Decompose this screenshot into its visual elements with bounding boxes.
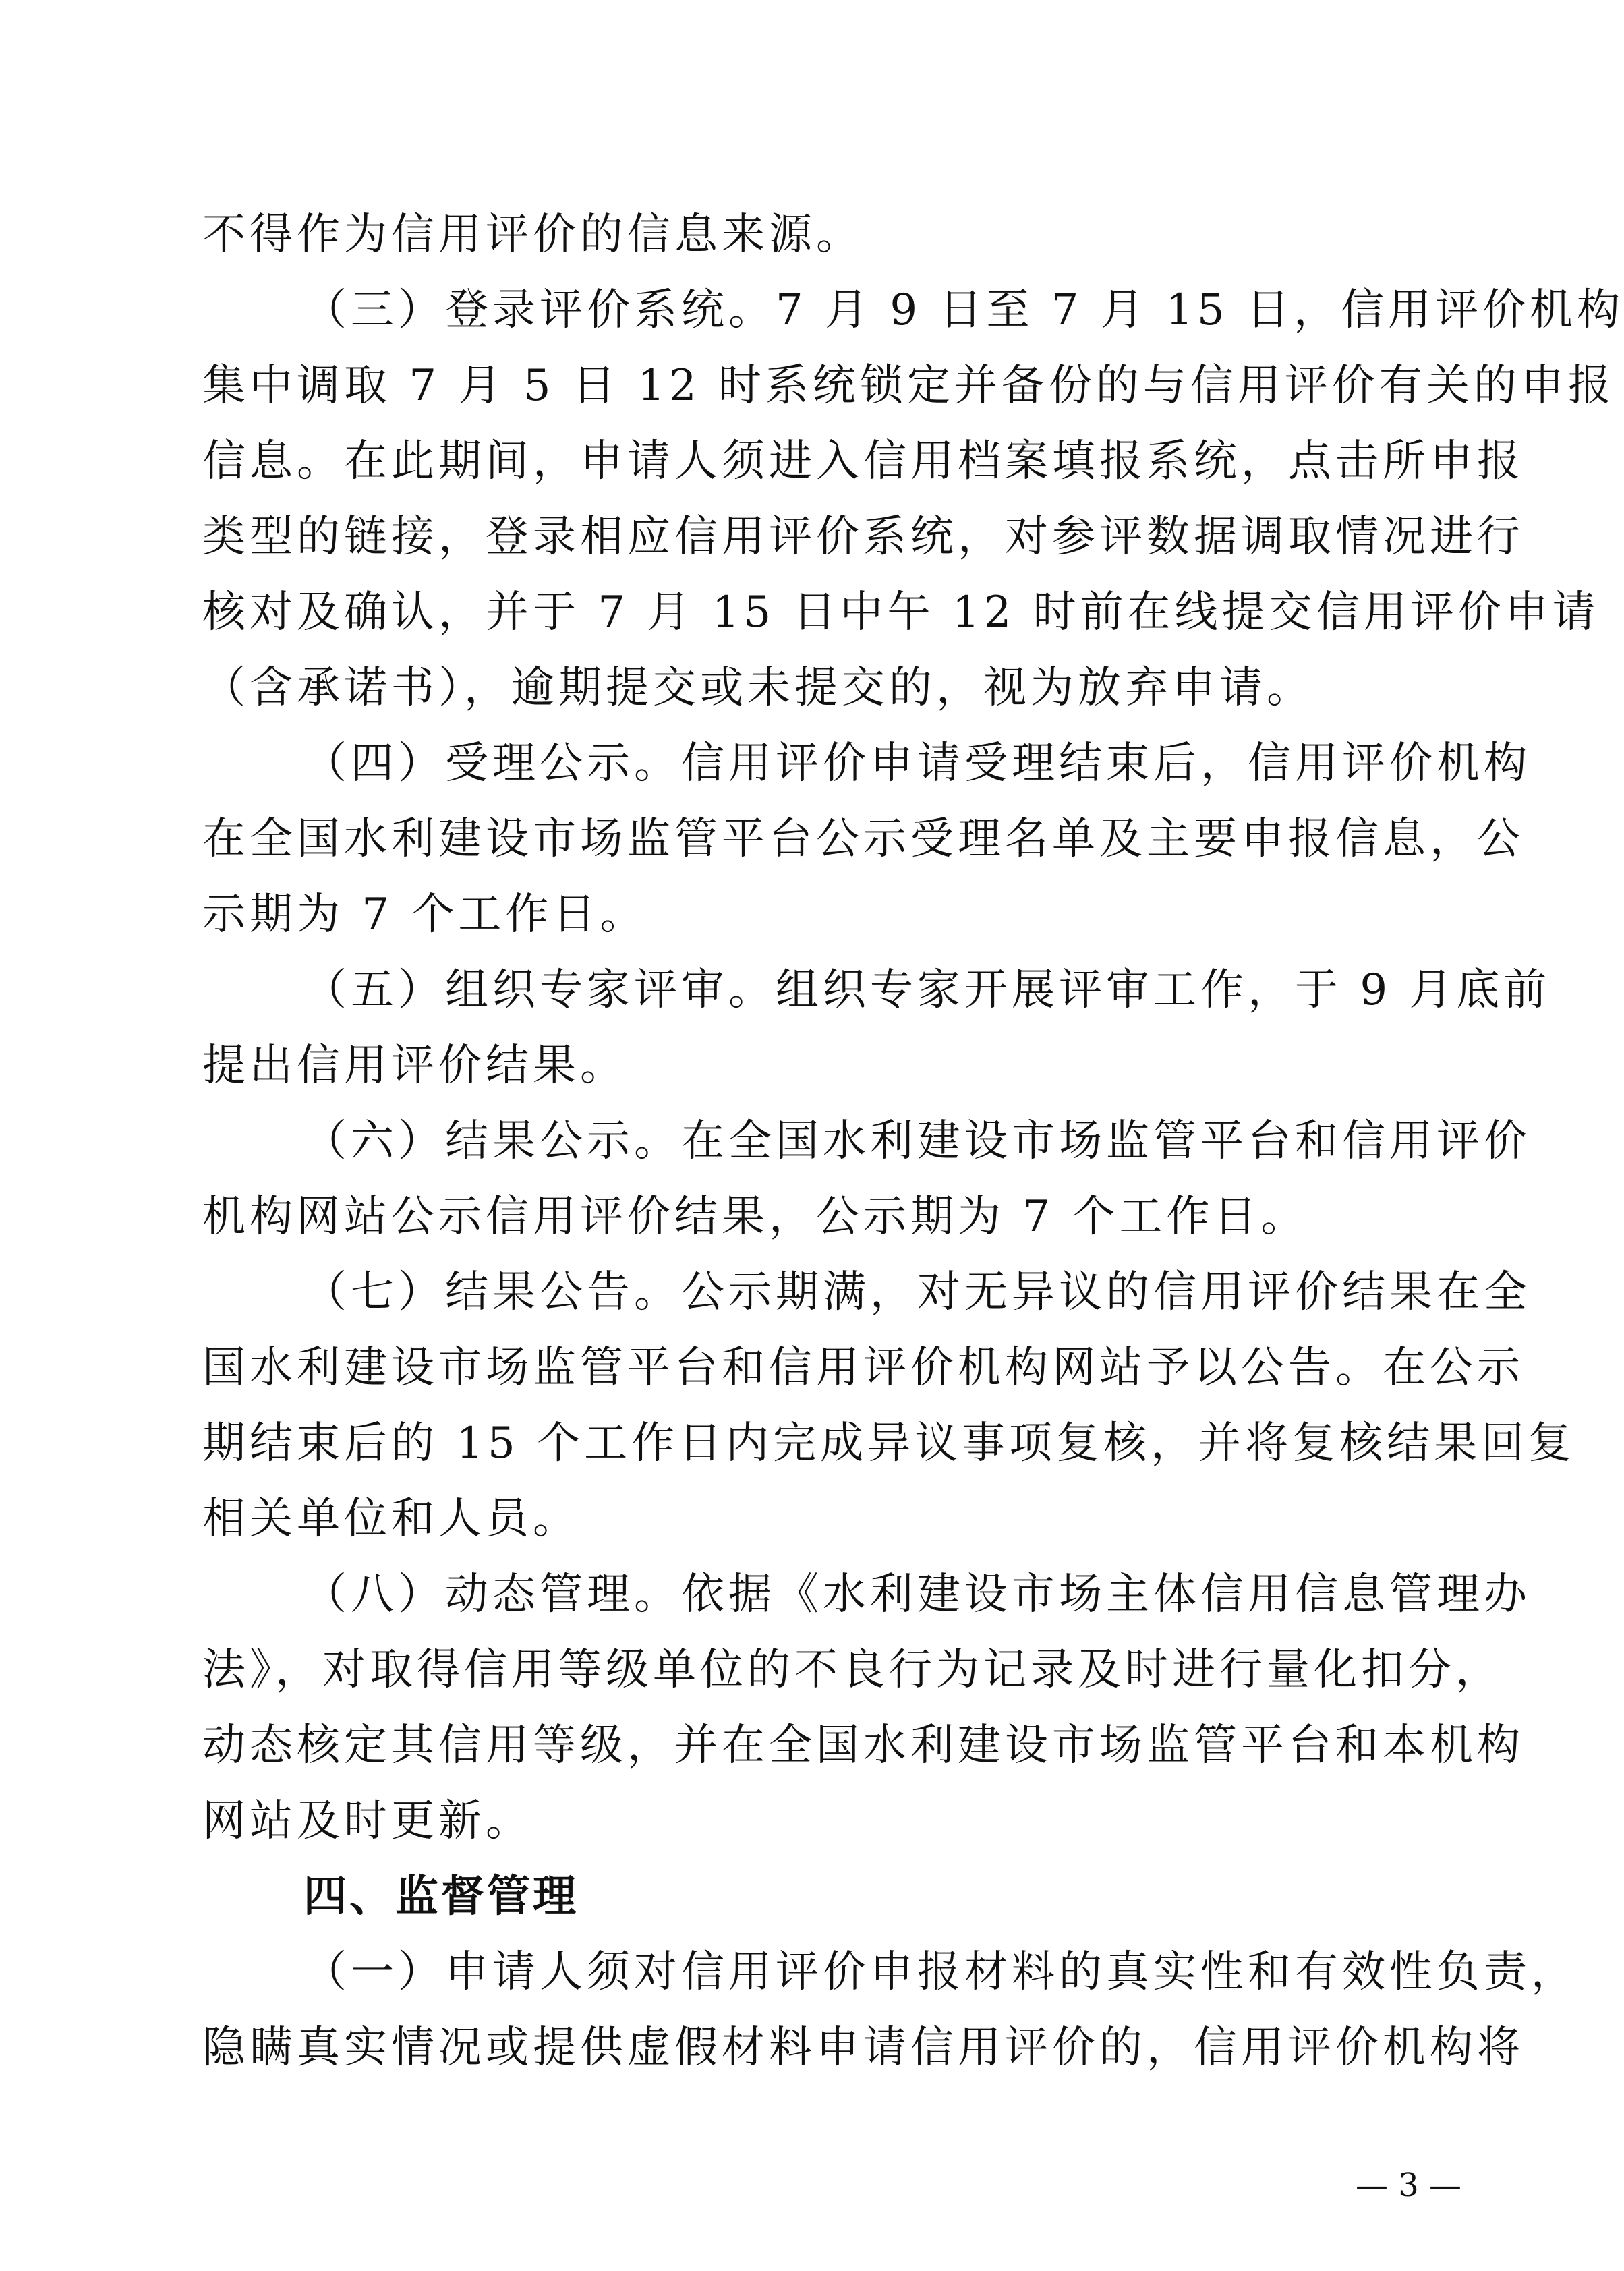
paragraph-line: （四）受理公示。信用评价申请受理结束后，信用评价机构 [303, 739, 1531, 788]
paragraph-line: 相关单位和人员。 [202, 1494, 580, 1544]
paragraph-line: 期结束后的 15 个工作日内完成异议事项复核，并将复核结果回复 [202, 1418, 1576, 1468]
paragraph-line: 提出信用评价结果。 [202, 1041, 627, 1091]
paragraph-line: 在全国水利建设市场监管平台公示受理名单及主要申报信息，公 [202, 814, 1524, 864]
paragraph-line: 动态核定其信用等级，并在全国水利建设市场监管平台和本机构 [202, 1721, 1524, 1771]
paragraph-line: （三）登录评价系统。7 月 9 日至 7 月 15 日，信用评价机构 [303, 285, 1624, 335]
paragraph-line: （七）结果公告。公示期满，对无异议的信用评价结果在全 [303, 1267, 1531, 1317]
paragraph-line: （八）动态管理。依据《水利建设市场主体信用信息管理办 [303, 1570, 1531, 1619]
paragraph-line: 隐瞒真实情况或提供虚假材料申请信用评价的，信用评价机构将 [202, 2023, 1524, 2073]
paragraph-line: 集中调取 7 月 5 日 12 时系统锁定并备份的与信用评价有关的申报 [202, 361, 1615, 411]
paragraph-line: （五）组织专家评审。组织专家开展评审工作，于 9 月底前 [303, 965, 1551, 1015]
paragraph-line: 示期为 7 个工作日。 [202, 890, 647, 940]
page-number: — 3 — [1356, 2166, 1462, 2204]
paragraph-line: 不得作为信用评价的信息来源。 [202, 210, 863, 260]
paragraph-line: 法》，对取得信用等级单位的不良行为记录及时进行量化扣分， [202, 1645, 1503, 1695]
paragraph-line: 类型的链接，登录相应信用评价系统，对参评数据调取情况进行 [202, 512, 1524, 562]
paragraph-line: 机构网站公示信用评价结果，公示期为 7 个工作日。 [202, 1192, 1308, 1242]
paragraph-line: 国水利建设市场监管平台和信用评价机构网站予以公告。在公示 [202, 1343, 1524, 1393]
paragraph-line: 网站及时更新。 [202, 1796, 533, 1846]
paragraph-line: （六）结果公示。在全国水利建设市场监管平台和信用评价 [303, 1116, 1531, 1166]
paragraph-line: （一）申请人须对信用评价申报材料的真实性和有效性负责， [303, 1947, 1578, 1997]
section-heading: 四、监督管理 [303, 1872, 579, 1922]
paragraph-line: （含承诺书），逾期提交或未提交的，视为放弃申请。 [202, 663, 1314, 713]
paragraph-line: 信息。在此期间，申请人须进入信用档案填报系统，点击所申报 [202, 436, 1524, 486]
paragraph-line: 核对及确认，并于 7 月 15 日中午 12 时前在线提交信用评价申请 [202, 587, 1600, 637]
